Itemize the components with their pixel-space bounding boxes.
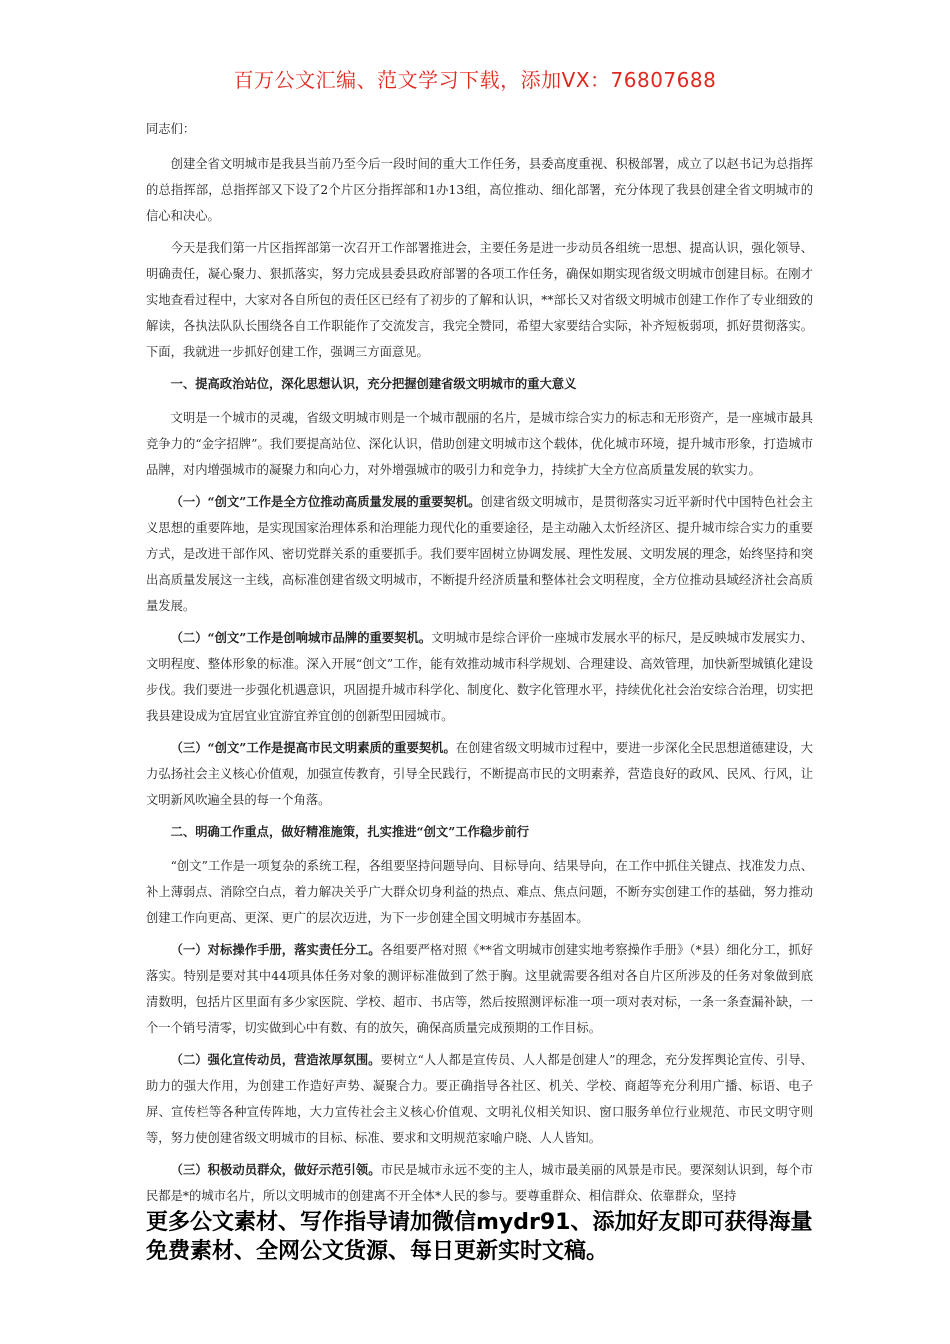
subsection-lead: （三）积极动员群众，做好示范引领。 bbox=[170, 1162, 381, 1177]
paragraph bbox=[146, 1157, 813, 1209]
paragraph: 创建全省文明城市是我县当前乃至今后一段时间的重大工作任务，县委高度重视、积极部署，成立了以赵书记为总指挥的总指挥部，总指挥部又下设了2个片区分指挥部和1办13组，高位推动、细化部署，充分体现了我县创建全省文明城市的信心和决心。 bbox=[146, 157, 813, 223]
subsection-body: 在创建省级文明城市过程中，要进一步深化全民思想道德建设，大力弘扬社会主义核心价值观，加强宣传教育，引导全民践行，不断提高市民的文明素养，营造良好的政风、民风、行风，让文明新风吹遍全县的每一个角落。 bbox=[146, 741, 813, 807]
subsection-lead: （二）强化宣传动员，营造浓厚氛围。 bbox=[170, 1052, 381, 1067]
subsection-lead: （一）对标操作手册，落实责任分工。 bbox=[170, 942, 381, 957]
subsection-body: 各组要严格对照《**省文明城市创建实地考察操作手册》（*县）细化分工，抓好落实。特别是要对其中44项具体任务对象的测评标准做到了然于胸。这里就需要各组对各自片区所涉及的任务对象做到底清数明，包括片区里面有多少家医院、学校、超市、书店等，然后按照测评标准一项一项对表对标，一条一条查漏补缺，一个一个销号清零，切实做到心中有数、有的放矢，确保高质量完成预期的工作目标。 bbox=[146, 943, 813, 1035]
paragraph: 文明是一个城市的灵魂，省级文明城市则是一个城市靓丽的名片，是城市综合实力的标志和无形资产，是一座城市最具竞争力的“金字招牌”。我们要提高站位、深化认识，借助创建文明城市这个载体，优化城市环境，提升城市形象，打造城市品牌，对内增强城市的凝聚力和向心力，对外增强城市的吸引力和竞争力，持续扩大全方位高质量发展的软实力。 bbox=[146, 411, 813, 477]
subsection-lead: （三）“创文”工作是提高市民文明素质的重要契机。 bbox=[170, 740, 456, 755]
footer-promo-text: 更多公文素材、写作指导请加微信mydr91、添加好友即可获得海量免费素材、全网公文货源、每日更新实时文稿。 bbox=[146, 1210, 813, 1264]
paragraph bbox=[146, 735, 813, 813]
subsection-body: 文明城市是综合评价一座城市发展水平的标尺，是反映城市发展实力、文明程度、整体形象的标准。深入开展“创文”工作，能有效推动城市科学规划、合理建设、高效管理，加快新型城镇化建设步伐。我们要进一步强化机遇意识，巩固提升城市科学化、制度化、数字化管理水平，持续优化社会治安综合治理，切实把我县建设成为宜居宜业宜游宜养宜创的创新型田园城市。 bbox=[146, 631, 813, 723]
subsection-body: 市民是城市永远不变的主人，城市最美丽的风景是市民。要深刻认识到，每个市民都是*的城市名片，所以文明城市的创建离不开全体*人民的参与。要尊重群众、相信群众、依靠群众，坚持 bbox=[146, 1163, 813, 1203]
paragraph: 今天是我们第一片区指挥部第一次召开工作部署推进会，主要任务是进一步动员各组统一思想、提高认识，强化领导、明确责任，凝心聚力、狠抓落实，努力完成县委县政府部署的各项工作任务，确保如期实现省级文明城市创建目标。在刚才实地查看过程中，大家对各自所包的责任区已经有了初步的了解和认识，**部长又对省级文明城市创建工作作了专业细致的解读，各执法队队长围绕各自工作职能作了交流发言，我完全赞同，希望大家要结合实际，补齐短板弱项，抓好贯彻落实。下面，我就进一步抓好创建工作，强调三方面意见。 bbox=[146, 241, 813, 359]
paragraph bbox=[146, 489, 813, 619]
document-body bbox=[146, 116, 813, 1215]
header-banner: 百万公文汇编、范文学习下载，添加VX：76807688 bbox=[233, 68, 717, 92]
paragraph: “创文”工作是一项复杂的系统工程，各组要坚持问题导向、目标导向、结果导向，在工作中抓住关键点、找准发力点、补上薄弱点、消除空白点，着力解决关乎广大群众切身利益的热点、难点、焦点问题，不断夯实创建工作的基础，努力推动创建工作向更高、更深、更广的层次迈进，为下一步创建全国文明城市夯基固本。 bbox=[146, 859, 813, 925]
paragraph bbox=[146, 1047, 813, 1151]
subsection-lead: （一）“创文”工作是全方位推动高质量发展的重要契机。 bbox=[170, 494, 481, 509]
section-heading: 一、提高政治站位，深化思想认识，充分把握创建省级文明城市的重大意义 bbox=[170, 376, 577, 391]
greeting: 同志们： bbox=[146, 122, 196, 136]
paragraph bbox=[146, 625, 813, 729]
paragraph bbox=[146, 937, 813, 1041]
subsection-body: 要树立“人人都是宣传员、人人都是创建人”的理念，充分发挥舆论宣传、引导、助力的强大作用，为创建工作造好声势、凝聚合力。要正确指导各社区、机关、学校、商超等充分利用广播、标语、电子屏、宣传栏等各种宣传阵地，大力宣传社会主义核心价值观、文明礼仪相关知识、窗口服务单位行业规范、市民文明守则等，努力使创建省级文明城市的目标、标准、要求和文明规范家喻户晓、人人皆知。 bbox=[146, 1053, 813, 1145]
section-heading: 二、明确工作重点，做好精准施策，扎实推进“创文”工作稳步前行 bbox=[170, 824, 530, 839]
subsection-lead: （二）“创文”工作是创响城市品牌的重要契机。 bbox=[170, 630, 432, 645]
subsection-body: 创建省级文明城市，是贯彻落实习近平新时代中国特色社会主义思想的重要阵地，是实现国家治理体系和治理能力现代化的重要途径，是主动融入太忻经济区、提升城市综合实力的重要方式，是改进干部作风、密切党群关系的重要抓手。我们要牢固树立协调发展、理性发展、文明发展的理念，始终坚持和突出高质量发展这一主线，高标准创建省级文明城市，不断提升经济质量和整体社会文明程度，全方位推动县域经济社会高质量发展。 bbox=[146, 495, 813, 613]
